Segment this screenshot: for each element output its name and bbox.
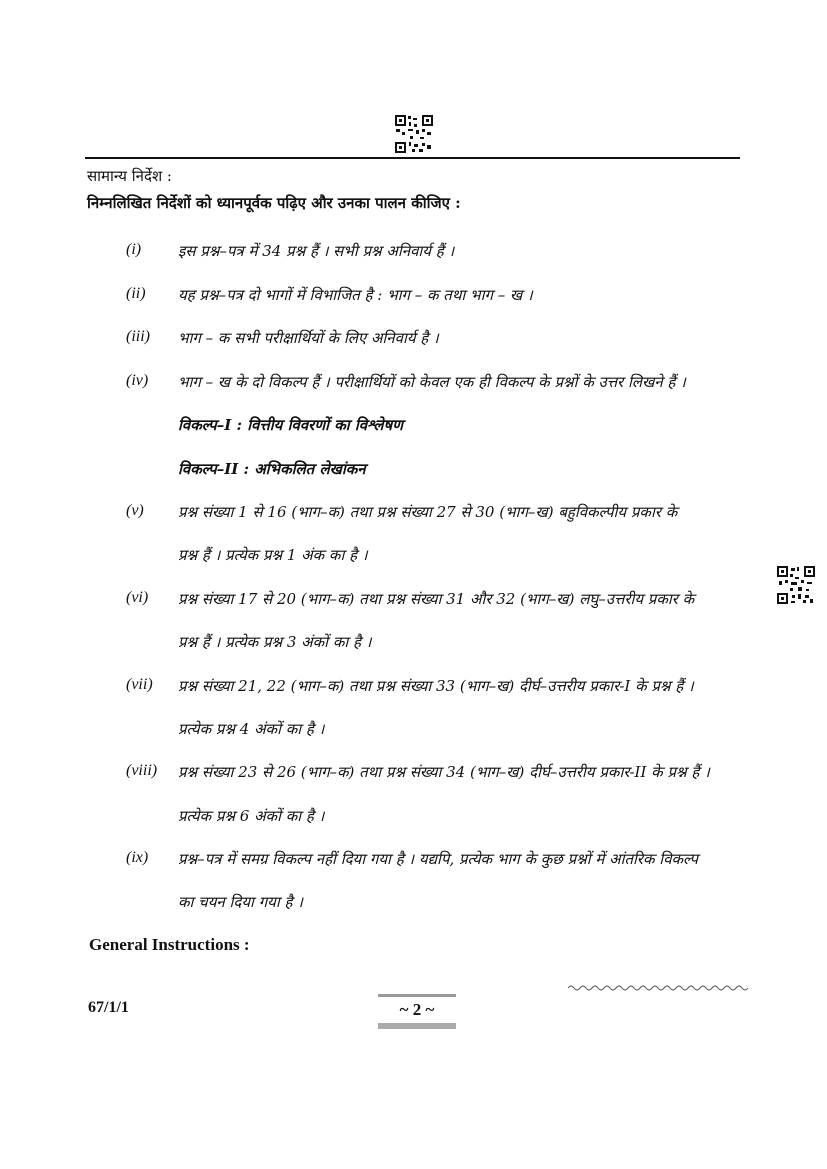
instruction-number: (v) [126, 502, 144, 519]
instruction-text: इस प्रश्न–पत्र में 34 प्रश्न हैं । सभी प्रश्न अनिवार्य हैं । [178, 242, 455, 260]
instruction-text: भाग – ख के दो विकल्प हैं । परीक्षार्थियों को केवल एक ही विकल्प के प्रश्नों के उत्तर लिखने हैं । [178, 373, 686, 391]
instruction-text: प्रश्न हैं । प्रत्येक प्रश्न 3 अंकों का है । [178, 633, 372, 651]
instruction-text: का चयन दिया गया है । [178, 893, 303, 911]
instruction-number: (viii) [126, 762, 158, 779]
option-text: विकल्प–I : वित्तीय विवरणों का विश्लेषण [178, 416, 403, 434]
header-rule [85, 157, 740, 159]
general-instructions-heading: General Instructions : [89, 935, 250, 954]
instruction-number: (iii) [126, 328, 150, 345]
paper-code: 67/1/1 [88, 999, 129, 1016]
instruction-text: प्रत्येक प्रश्न 4 अंकों का है । [178, 720, 325, 738]
instruction-text: भाग – क सभी परीक्षार्थियों के लिए अनिवार्य है । [178, 329, 439, 347]
instruction-text: प्रत्येक प्रश्न 6 अंकों का है । [178, 807, 325, 825]
instruction-text: यह प्रश्न–पत्र दो भागों में विभाजित है : भाग – क तथा भाग – ख । [178, 286, 533, 304]
page-number-top-bar [378, 994, 456, 997]
option-text: विकल्प–II : अभिकलित लेखांकन [178, 460, 366, 478]
instruction-number: (ii) [126, 285, 146, 302]
instruction-number: (vi) [126, 589, 149, 606]
instruction-text: प्रश्न–पत्र में समग्र विकल्प नहीं दिया गया है । यद्यपि, प्रत्येक भाग के कुछ प्रश्नों में आंतरिक विकल्प [178, 850, 699, 868]
instruction-text: प्रश्न हैं । प्रत्येक प्रश्न 1 अंक का है । [178, 546, 368, 564]
instruction-number: (iv) [126, 372, 149, 389]
instructions-title-hindi: सामान्य निर्देश : [87, 167, 172, 185]
instruction-number: (vii) [126, 676, 153, 693]
page-number: ~ 2 ~ [399, 1000, 435, 1019]
instruction-text: प्रश्न संख्या 21, 22 (भाग–क) तथा प्रश्न संख्या 33 (भाग–ख) दीर्घ–उत्तरीय प्रकार-I के प्रश्न हैं । [178, 677, 694, 695]
instruction-number: (i) [126, 241, 142, 258]
wavy-line-decoration [568, 982, 748, 994]
qr-code-top [394, 114, 434, 154]
instructions-subtitle-hindi: निम्नलिखित निर्देशों को ध्यानपूर्वक पढ़िए और उनका पालन कीजिए : [87, 194, 461, 212]
qr-code-side [776, 565, 816, 605]
page-number-bottom-bar [378, 1023, 456, 1029]
instruction-number: (ix) [126, 849, 149, 866]
instruction-text: प्रश्न संख्या 23 से 26 (भाग–क) तथा प्रश्न संख्या 34 (भाग–ख) दीर्घ–उत्तरीय प्रकार-II के प्रश्न हैं । [178, 763, 710, 781]
instruction-text: प्रश्न संख्या 17 से 20 (भाग–क) तथा प्रश्न संख्या 31 और 32 (भाग–ख) लघु–उत्तरीय प्रकार के [178, 590, 695, 608]
instruction-text: प्रश्न संख्या 1 से 16 (भाग–क) तथा प्रश्न संख्या 27 से 30 (भाग–ख) बहुविकल्पीय प्रकार के [178, 503, 678, 521]
